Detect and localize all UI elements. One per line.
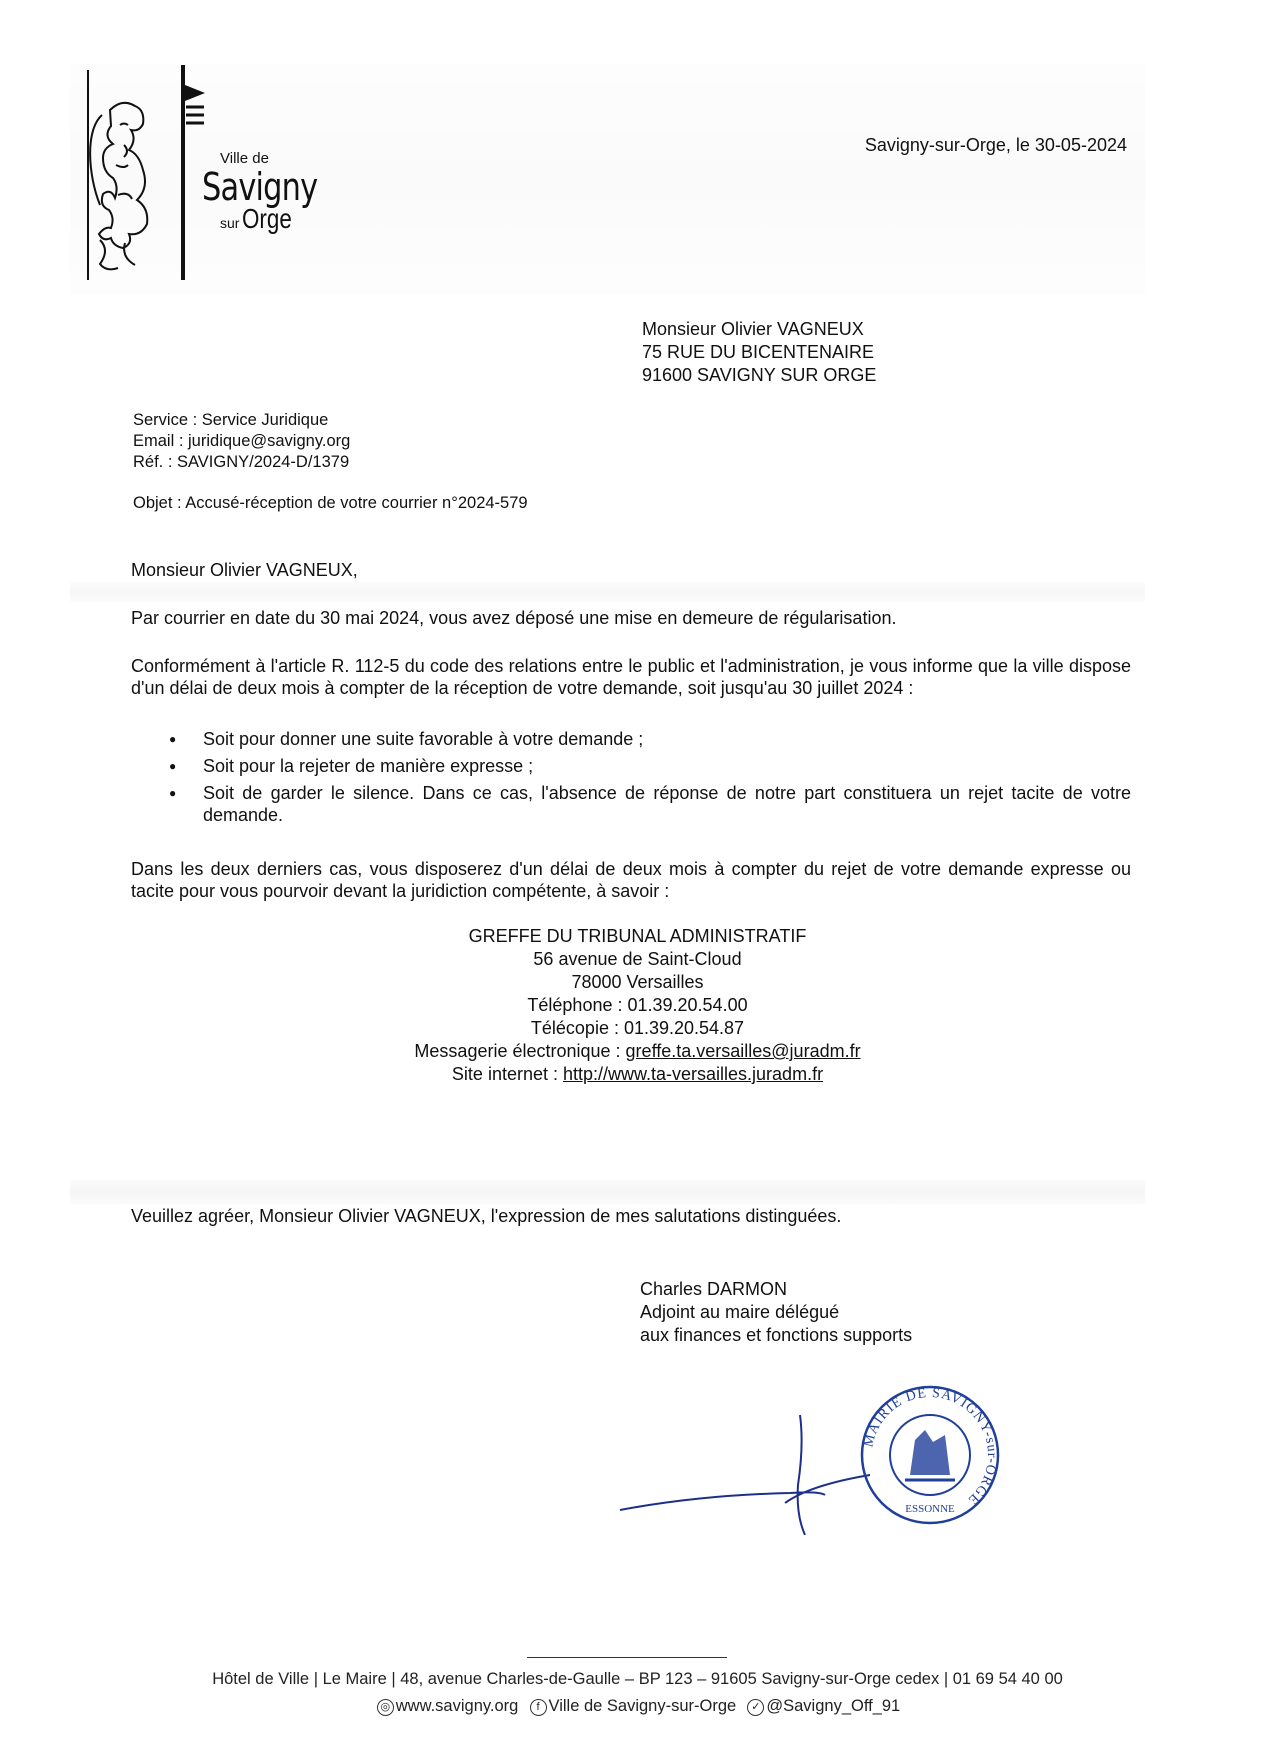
closing-formula: Veuillez agréer, Monsieur Olivier VAGNEUX, l'expression de mes salutations distinguées. [131,1206,842,1226]
recipient-city: 91600 SAVIGNY SUR ORGE [642,365,877,385]
list-item: ● Soit pour donner une suite favorable à votre demande ; [131,728,1131,750]
letter-meta [133,410,350,473]
recipient-address [642,318,876,387]
paragraph-3: Dans les deux derniers cas, vous disposerez d'un délai de deux mois à compter du rejet de votre demande expresse ou tacite pour vous pourvoir devant la juridiction compétente, à savoir : [131,859,1131,901]
globe-icon: ◎ [377,1699,394,1716]
meta-email: Email : juridique@savigny.org [133,432,351,450]
court-email-line [0,1040,1275,1063]
recipient-name: Monsieur Olivier VAGNEUX [642,319,864,339]
meta-service: Service : Service Juridique [133,411,329,429]
lion-banner-icon [80,65,205,285]
signer-title-1: Adjoint au maire délégué [640,1302,840,1322]
footer-contact-line: Hôtel de Ville | Le Maire | 48, avenue Charles-de-Gaulle – BP 123 – 91605 Savigny-sur-Orge cedex | 01 69 54 40 00 [212,1670,1063,1688]
list-item: ● Soit pour la rejeter de manière expresse ; [131,755,1131,777]
court-address-block [0,925,1275,1086]
court-email-link[interactable]: greffe.ta.versailles@juradm.fr [625,1041,861,1061]
court-fax: Télécopie : 01.39.20.54.87 [530,1018,745,1038]
paragraph-2: Conformément à l'article R. 112-5 du code des relations entre le public et l'administration, je vous informe que la ville dispose d'un délai de deux mois à compter de la réception de votre demande, soit jusqu'au 30 juillet 2024 : [131,656,1131,698]
footer-website[interactable]: www.savigny.org [395,1697,519,1715]
court-site-line [0,1063,1275,1086]
signer-block [640,1278,912,1347]
logo-orge: Orge [242,203,292,234]
court-email-label: Messagerie électronique : [414,1041,626,1061]
logo-savigny: Savigny [202,165,318,209]
scan-shade-low [70,1180,1145,1204]
court-site-link[interactable]: http://www.ta-versailles.juradm.fr [562,1064,824,1084]
court-name: GREFFE DU TRIBUNAL ADMINISTRATIF [468,926,807,946]
signature-and-stamp [610,1385,1010,1535]
court-street: 56 avenue de Saint-Cloud [533,949,742,969]
recipient-street: 75 RUE DU BICENTENAIRE [642,342,875,362]
court-city: 78000 Versailles [571,972,704,992]
logo-sur: sur [220,215,240,231]
city-logo [80,65,320,285]
meta-ref: Réf. : SAVIGNY/2024-D/1379 [133,453,350,471]
footer-divider [527,1657,727,1658]
list-item: ● Soit de garder le silence. Dans ce cas, l'absence de réponse de notre part constituera un rejet tacite de votre demande. [131,782,1131,826]
svg-text:ESSONNE: ESSONNE [905,1503,955,1515]
salutation: Monsieur Olivier VAGNEUX, [131,560,358,580]
footer-facebook[interactable]: Ville de Savigny-sur-Orge [548,1697,737,1715]
twitter-icon: ✓ [747,1699,764,1716]
signer-name: Charles DARMON [640,1279,788,1299]
svg-text:MAIRIE DE SAVIGNY-sur-ORGE: MAIRIE DE SAVIGNY-sur-ORGE [861,1385,1000,1508]
footer-twitter[interactable]: @Savigny_Off_91 [766,1697,901,1715]
letter-subject: Objet : Accusé-réception de votre courrier n°2024-579 [133,494,528,512]
scan-shade-mid [70,582,1145,602]
court-phone: Téléphone : 01.39.20.54.00 [527,995,748,1015]
letter-date: Savigny-sur-Orge, le 30-05-2024 [864,135,1127,155]
options-list [131,728,1131,831]
paragraph-1: Par courrier en date du 30 mai 2024, vous avez déposé une mise en demeure de régularisation. [131,608,897,628]
signer-title-2: aux finances et fonctions supports [640,1325,913,1345]
town-hall-seal-icon [855,1380,1005,1530]
facebook-icon: f [530,1699,547,1716]
court-site-label: Site internet : [451,1064,563,1084]
logo-ville-de: Ville de [220,150,269,167]
footer-social-line [0,1697,1275,1716]
